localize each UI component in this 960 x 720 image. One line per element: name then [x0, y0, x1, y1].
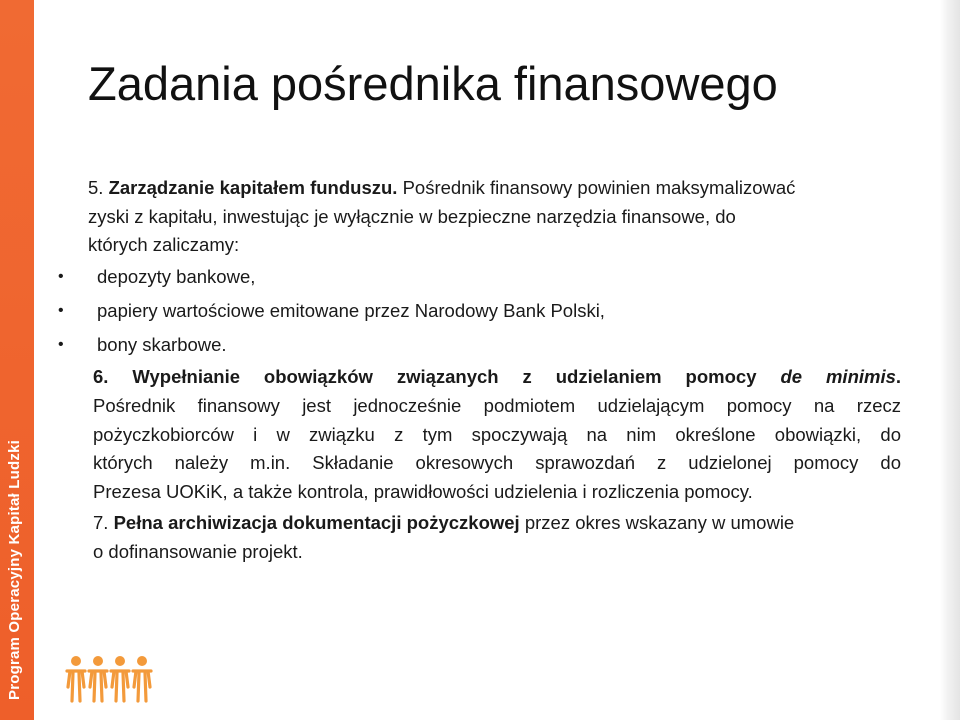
bullet-marker: •	[58, 302, 64, 319]
item-6-line-4: których należy m.in. Składanie okresowych sprawozdań z udzielonej pomocy do	[93, 452, 901, 473]
item-6-heading: Wypełnianie obowiązków związanych z udzielaniem pomocy	[132, 366, 757, 387]
item-6-heading-italic: de minimis	[780, 366, 896, 387]
item-7-line-1	[93, 512, 794, 534]
bullet-item-3: bony skarbowe.	[97, 334, 227, 355]
item-6-line-5: Prezesa UOKiK, a także kontrola, prawidłowości udzielenia i rozliczenia pomocy.	[93, 481, 753, 502]
item-7-number: 7.	[93, 512, 109, 533]
item-7-text: przez okres wskazany w umowie	[524, 512, 795, 533]
item-7-line-2: o dofinansowanie projekt.	[93, 541, 303, 562]
side-banner	[0, 0, 34, 720]
item-6-line-3: pożyczkobiorców i w związku z tym spoczywają na nim określone obowiązki, do	[93, 424, 901, 445]
item-7-heading: Pełna archiwizacja dokumentacji pożyczkowej	[113, 512, 520, 533]
item-5-text: Pośrednik finansowy powinien maksymalizować	[402, 177, 796, 198]
item-5-line-1	[88, 177, 795, 199]
bullet-item-2: papiery wartościowe emitowane przez Narodowy Bank Polski,	[97, 300, 605, 321]
item-6-line-2: Pośrednik finansowy jest jednocześnie podmiotem udzielającym pomocy na rzecz	[93, 395, 901, 416]
item-6-number: 6.	[93, 366, 109, 387]
item-6-line-1	[93, 366, 901, 388]
item-6-heading-dot: .	[895, 366, 902, 387]
bullet-marker: •	[58, 268, 64, 285]
program-name: Program Operacyjny Kapitał Ludzki	[6, 439, 23, 700]
right-edge-shadow	[940, 0, 960, 720]
item-5-heading: Zarządzanie kapitałem funduszu.	[108, 177, 398, 198]
item-5-number: 5.	[88, 177, 104, 198]
bullet-marker: •	[58, 336, 64, 353]
item-5-line-2: zyski z kapitału, inwestując je wyłącznie w bezpieczne narzędzia finansowe, do	[88, 206, 736, 227]
bullet-item-1: depozyty bankowe,	[97, 266, 256, 287]
slide-title: Zadania pośrednika finansowego	[88, 57, 778, 110]
item-5-line-3: których zaliczamy:	[88, 234, 240, 255]
logo	[64, 653, 154, 710]
four-people-icon	[64, 653, 154, 705]
